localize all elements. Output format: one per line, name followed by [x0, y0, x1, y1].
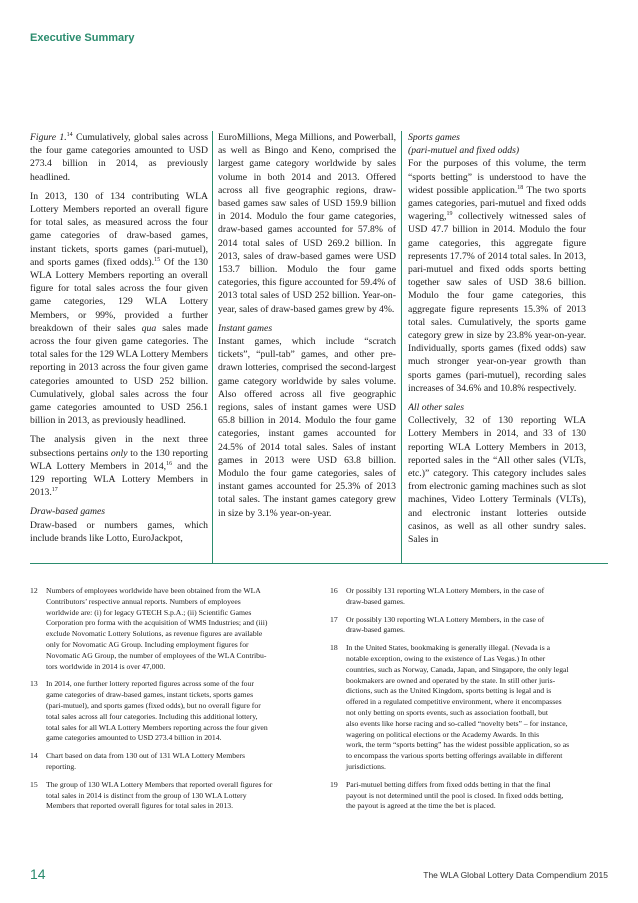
footnote: 15 The group of 130 WLA Lottery Members that reported overall figures for total sales in 2014 is distinct from the group of 130 WLA Lottery Members that reported overall figures for total sales in 2013. — [30, 779, 273, 811]
footnote: 19 Pari-mutuel betting differs from fixed odds betting in that the final payout is not determined until the pool is closed. In fixed odds betting, the payout is agreed at the time the bet is placed. — [330, 779, 564, 811]
footnote: 18 In the United States, bookmaking is generally illegal. (Nevada is a notable exception, owing to the existence of Las Vegas.) In other countries, such as Norway, Canada, Japan, and Singapore, the only legal bookmakers are owned and operated by the state. In still other juris- dictions, such as the United Kingdom, sports betting is legal and is offered in a regulated competitive environment, where it encompasses not only betting on sports events, such as association football, but also events like horse racing and so-called “novelty bets” – for instance, wagering on political elections or the Academy Awards. In this work, the term “sports betting” has the widest possible application, so as to encompass the various sports betting offerings available in different jurisdictions. — [330, 643, 570, 771]
column-2 — [218, 131, 396, 563]
footnotes-left — [30, 586, 300, 819]
footnote: 17 Or possibly 130 reporting WLA Lottery Members, in the case of draw-based games. — [330, 614, 545, 635]
column-3 — [408, 131, 586, 563]
paragraph: The analysis given in the next three subsections pertains only to the 130 reporting WLA Lottery Members in 2014,16 and the 129 reporting WLA Lottery Members in 2013.17 — [30, 434, 208, 499]
publication-title: The WLA Global Lottery Data Compendium 2015 — [423, 870, 608, 880]
column-1 — [30, 131, 208, 563]
paragraph: In 2013, 130 of 134 contributing WLA Lottery Members reported an overall figure for total sales, as measured across the four game categories of draw-based games, instant tickets, sports games (pari-mutuel), and sports games (fixed odds).$^{15}$ Of the 130 WLA Lottery Members reporting an overall figure for total sales across the four given game categories, 129 WLA Lottery Members, or 99%, provided a further breakdown of their sales qua sales made across the four given game categories. The total sales for the 129 WLA Lottery Members reporting in 2013 across the four given game categories amounted to USD 252 billion. Cumulatively, global sales across the four game categories amounted to USD 256.1 billion in 2013, as previously headlined. — [30, 190, 208, 427]
column-divider — [401, 131, 402, 563]
paragraph: Figure 1.14 Cumulatively, global sales across the four game categories amounted to USD 273.4 billion in 2014, as previously headlined. — [30, 131, 208, 183]
paragraph: Instant games, which include “scratch tickets”, “pull-tab” games, and other pre-drawn lotteries, comprised the second-largest game category worldwide by sales volume. Also offered across all five geographic regions, sales of instant games were USD 65.8 billion in 2014. Modulo the four game categories, instant games accounted for 24.5% of 2014 total sales. Sales of instant games in 2013 were USD 63.8 billion. Modulo the four game categories, sales of instant games accounted for 25.3% of 2013 total sales. The instant games category grew in size by 3.1% year-on-year. — [218, 336, 396, 519]
subsection-heading: Instant games — [218, 322, 273, 334]
body-bottom-rule — [30, 563, 608, 564]
footnote: 16 Or possibly 131 reporting WLA Lottery Members, in the case of draw-based games. — [330, 586, 545, 606]
footnote: 12 Numbers of employees worldwide have been obtained from the WLA Contributors’ respective annual reports. Numbers of employees worldwide are: (i) for legacy GTECH S.p.A.; (ii) Scientific Games Corporation pro forma with the acquisition of WMS Industries; and (iii) exclude Novomatic Lottery Solutions, as revenue figures are available only for Novomatic AG Group. Including employment figures for Novomatic AG Group, the number of employees of the WLA Contribu- tors worldwide in 2014 is over 47,000. — [30, 586, 268, 671]
page-number: 14 — [30, 866, 46, 882]
paragraph: Draw-based or numbers games, which include brands like Lotto, EuroJackpot, — [30, 519, 208, 544]
column-divider — [212, 131, 213, 563]
subsection-heading: Sports games — [408, 132, 460, 143]
footnote: 13 In 2014, one further lottery reported figures across some of the four game categories of draw-based games, instant tickets, sports games (pari-mutuel), and sports games (fixed odds), but no overall figure for total sales across all four categories. Including this additional lottery, total sales for all WLA Lottery Members reporting across the four given game categories amounted to USD 273.4 billion in 2014. — [30, 679, 268, 743]
body-columns — [30, 131, 608, 565]
subsection-heading: (pari-mutuel and fixed odds) — [408, 145, 520, 157]
paragraph: For the purposes of this volume, the term “sports betting” is understood to have the widest possible application.$^{18}$ The two sports games categories, pari-mutuel and fixed odds wagering,$^{19}$ collectively witnessed sales of USD 47.7 billion in 2014. Modulo the four game categories, this aggregate figure represents 17.7% of 2014 total sales. In 2013, pari-mutuel and fixed odds sports betting together saw sales of USD 38.6 billion. Modulo the four game categories, this aggregate figure represents 15.3% of 2013 total sales. Cumulatively, the sports game category grew in size by 23.8% year-on-year. Individually, sports games (fixed odds) saw much stronger year-on-year growth than sports games (pari-mutuel), recording sales increases of 34.6% and 10.8% respectively. — [408, 158, 586, 394]
subsection-heading: Draw-based games — [30, 506, 106, 518]
section-header: Executive Summary — [30, 32, 135, 44]
footnotes-right — [330, 586, 600, 819]
paragraph: Collectively, 32 of 130 reporting WLA Lottery Members in 2014, and 33 of 130 reporting WLA Lottery Members in 2013, reported sales in the “All other sales (VLTs, etc.)” category. This category includes sales from electronic gaming machines such as slot machines, Video Lottery Terminals (VLTs), and electronic instant lotteries outside casinos, as well as all other sundry sales. Sales in — [408, 415, 586, 546]
paragraph: EuroMillions, Mega Millions, and Powerball, as well as Bingo and Keno, comprised the largest game category worldwide by sales volume in both 2014 and 2013. Offered across all five geographic regions, draw-based games saw sales of USD 159.9 billion in 2014. Modulo the four game categories, draw-based games accounted for 57.8% of 2014 total sales of USD 269.2 billion. In 2013, sales of draw-based games were USD 153.7 billion. Modulo the four game categories, this figure accounted for 59.4% of 2013 total sales of USD 252 billion. Year-on-year, sales of draw-based games grew by 4%. — [218, 132, 396, 315]
subsection-heading: All other sales — [408, 402, 464, 414]
footnote: 14 Chart based on data from 130 out of 131 WLA Lottery Members reporting. — [30, 751, 246, 771]
